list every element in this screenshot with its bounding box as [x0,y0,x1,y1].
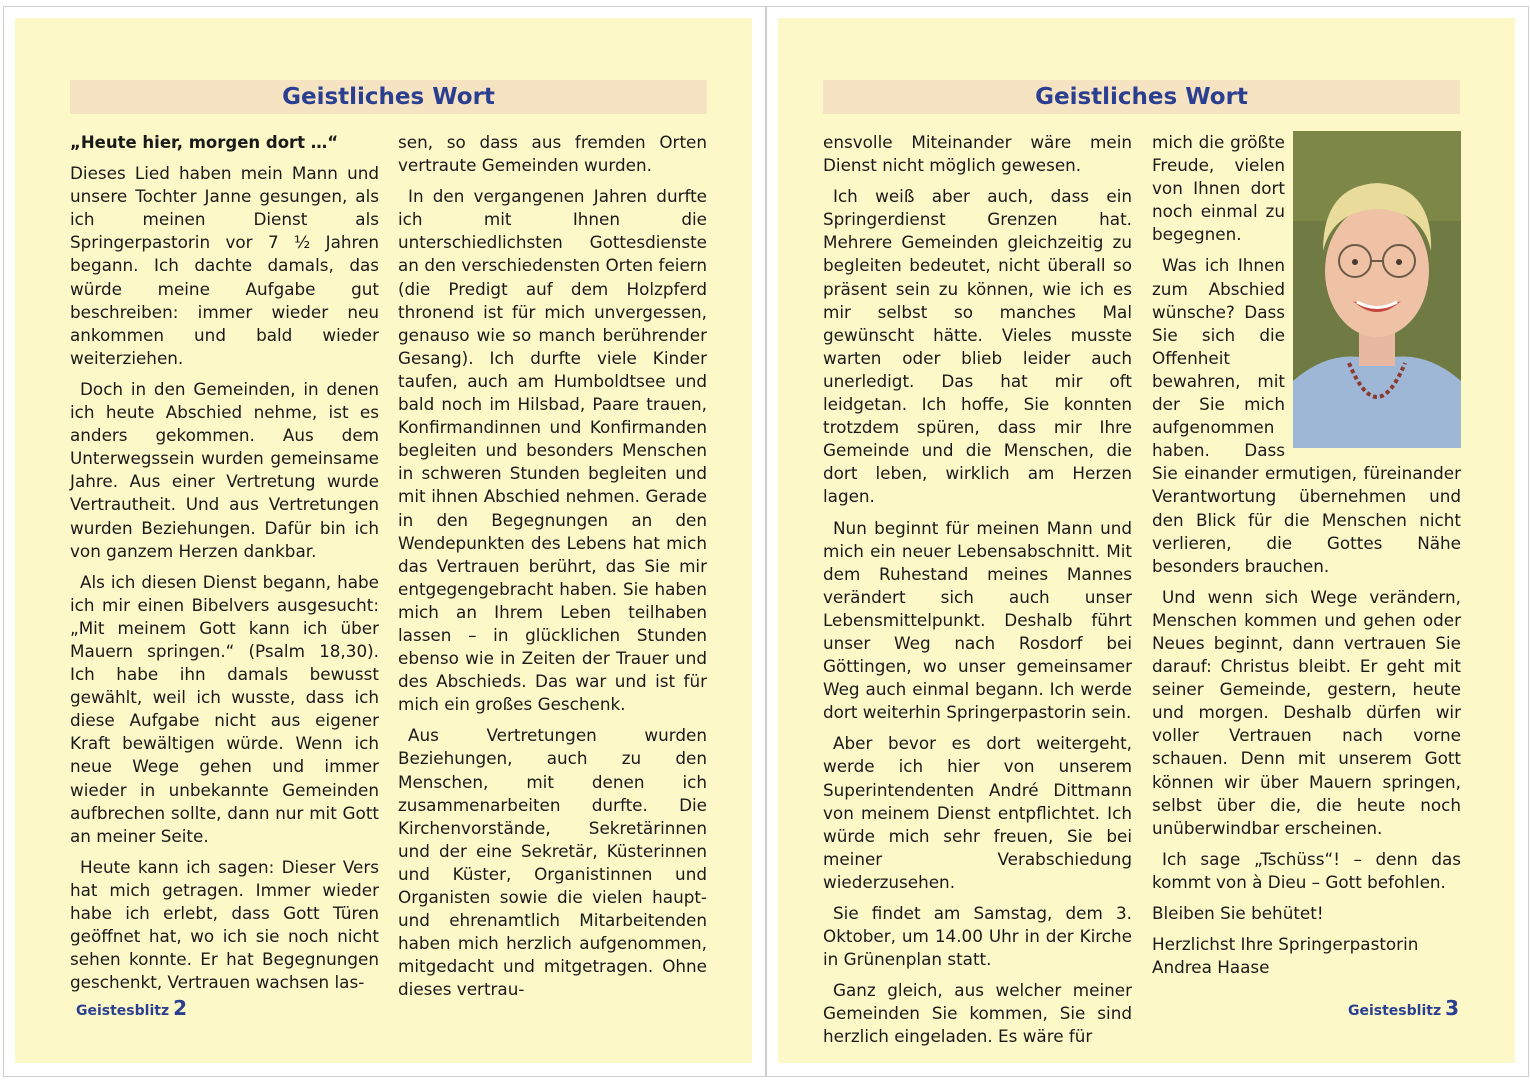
paragraph: Aus Vertretungen wurden Beziehungen, auch zu den Menschen, mit denen ich zusammenarbeiten durfte. Die Kirchenvorstände, Sekretärinnen und der eine Sekretär, Küsterinnen und Küster, Organistinnen und Organisten sowie die vielen haupt- und ehrenamtlich Mitarbeitenden haben mich herzlich aufgenommen, mitgedacht und mitgetragen. Ohne dieses vertrau- [398,725,707,1000]
page-title: Geistliches Wort [1035,84,1248,110]
right-column-2 [1152,131,1461,987]
paragraph: Als ich diesen Dienst begann, habe ich mir einen Bibelvers ausgesucht: „Mit meinem Gott kann ich über Mauern springen.“ (Psalm 18,30). Ich habe ihn damals bewusst gewählt, weil ich wusste, dass ich diese Aufgabe nicht aus eigener Kraft bewältigen würde. Wenn ich neue Wege gehen und immer wieder in unbekannte Gemeinden aufbrechen sollte, dann nur mit Gott an meiner Seite. [70,571,379,846]
paragraph: sen, so dass aus fremden Orten vertraute Gemeinden wurden. [398,132,707,176]
paragraph: Sie findet am Samstag, dem 3. Oktober, um 14.00 Uhr in der Kirche in Grünenplan statt. [823,903,1132,970]
paragraph: Und wenn sich Wege verändern, Menschen kommen und gehen oder Neues beginnt, dann vertrauen Sie darauf: Christus bleibt. Er geht mit seiner Gemeinde, gestern, heute und morgen. Deshalb dürfen wir voller Vertrauen nach vorne schauen. Denn mit unserem Gott können wir über Mauern springen, selbst über die, die heute noch unüberwindbar erscheinen. [1152,586,1461,838]
paragraph: Heute kann ich sagen: Dieser Vers hat mich getragen. Immer wieder habe ich erlebt, dass Gott Türen geöffnet hat, wo ich sie noch nicht sehen konnte. Er hat Begegnungen geschenkt, Vertrauen wachsen las- [70,856,379,993]
page-number: 2 [173,996,188,1020]
left-page [15,18,752,1063]
paragraph: Doch in den Gemeinden, in denen ich heute Abschied nehme, ist es anders gekommen. Aus dem Unterwegssein wurden gemeinsame Jahre. Aus einer Vertretung wurde Vertrautheit. Und aus Vertretungen wurden Beziehungen. Dafür bin ich von ganzem Herzen dankbar. [70,378,379,561]
paragraph: mich die größte Freude, vielen von Ihnen dort noch einmal zu begegnen. [1152,132,1285,245]
page-header [70,80,707,114]
footer-label: Geistesblitz [76,1003,170,1019]
footer-label: Geistesblitz [1348,1003,1442,1019]
page-header [823,80,1460,114]
page-title: Geistliches Wort [282,84,495,110]
page-footer [76,996,187,1020]
closing-line: Bleiben Sie behütet! [1152,903,1324,923]
paragraph: Ich weiß aber auch, dass ein Springerdienst Grenzen hat. Mehrere Gemeinden gleichzeitig zu begleiten bedeutet, nicht überall so präsent sein zu können, wie ich es mir selbst so manches Mal gewünscht hätte. Vieles musste warten oder blieb leider auch unerledigt. Das hat mir oft leidgetan. Ich hoffe, Sie konnten trotzdem spüren, dass mir Ihre Gemeinde und die Menschen, die dort leben, wirklich am Herzen lagen. [823,186,1132,507]
closing-line: Herzlichst Ihre Springerpastorin [1152,934,1419,955]
paragraph: ensvolle Miteinander wäre mein Dienst nicht möglich gewesen. [823,132,1132,176]
paragraph: Ich sage „Tschüss“! – denn das kommt von à Dieu – Gott befohlen. [1152,848,1461,892]
page-footer [1348,996,1459,1020]
paragraph: Aber bevor es dort weitergeht, werde ich hier von unserem Superintendenten André Dittmann von meinem Dienst entpflichtet. Ich würde mich sehr freuen, Sie bei meiner Verabschiedung wiederzusehen. [823,733,1132,892]
paragraph: Ganz gleich, aus welcher meiner Gemeinden Sie kommen, Sie sind herzlich eingeladen. Es wäre für [823,980,1132,1047]
paragraph: Dieses Lied haben mein Mann und unsere Tochter Janne gesungen, als ich meinen Dienst als Springerpastorin vor 7 ½ Jahren begann. Ich dachte damals, das würde meine Aufgabe gut beschreiben: immer wieder neu ankommen und bald wieder weiterziehen. [70,163,379,368]
left-column-1 [70,131,379,1002]
article-heading: „Heute hier, morgen dort …“ [70,133,339,152]
right-page [778,18,1515,1063]
paragraph: Was ich Ihnen zum Abschied wünsche? Dass Sie sich die Offenheit bewahren, mit der Sie mich aufgenommen haben. Dass Sie einander ermutigen, füreinander Verantwortung übernehmen und den Blick für die Menschen nicht verlieren, die Gottes Nähe besonders brauchen. [1152,255,1461,576]
left-column-2 [398,131,707,1009]
signature-name: Andrea Haase [1152,957,1270,978]
page-number: 3 [1445,996,1460,1020]
author-photo [1293,131,1461,448]
paragraph: In den vergangenen Jahren durfte ich mit Ihnen die unterschiedlichsten Gottesdienste an den verschiedensten Orten feiern (die Predigt auf dem Holzpferd thronend ist für mich unvergessen, genauso wie so manch berührender Gesang). Ich durfte viele Kinder taufen, auch am Humboldtsee und bald noch im Hilsbad, Paare trauen, Konfirmandinnen und Konfirmanden begleiten und besonders Menschen in schweren Stunden begleiten und mit ihnen Abschied nehmen. Gerade in den Begegnungen an den Wendepunkten des Lebens hat mich das Vertrauen berührt, das Sie mir entgegengebracht haben. Sie haben mich an Ihrem Leben teilhaben lassen – in glücklichen Stunden ebenso wie in Zeiten der Trauer und des Abschieds. Das war und ist für mich ein großes Geschenk. [398,186,707,715]
paragraph: Nun beginnt für meinen Mann und mich ein neuer Lebensabschnitt. Mit dem Ruhestand meines Mannes verändert sich auch unser Lebensmittelpunkt. Deshalb führt unser Weg nach Rosdorf bei Göttingen, wo unser gemeinsamer Weg auch einmal begann. Ich werde dort weiterhin Springerpastorin sein. [823,517,1132,723]
right-column-1 [823,131,1132,1057]
